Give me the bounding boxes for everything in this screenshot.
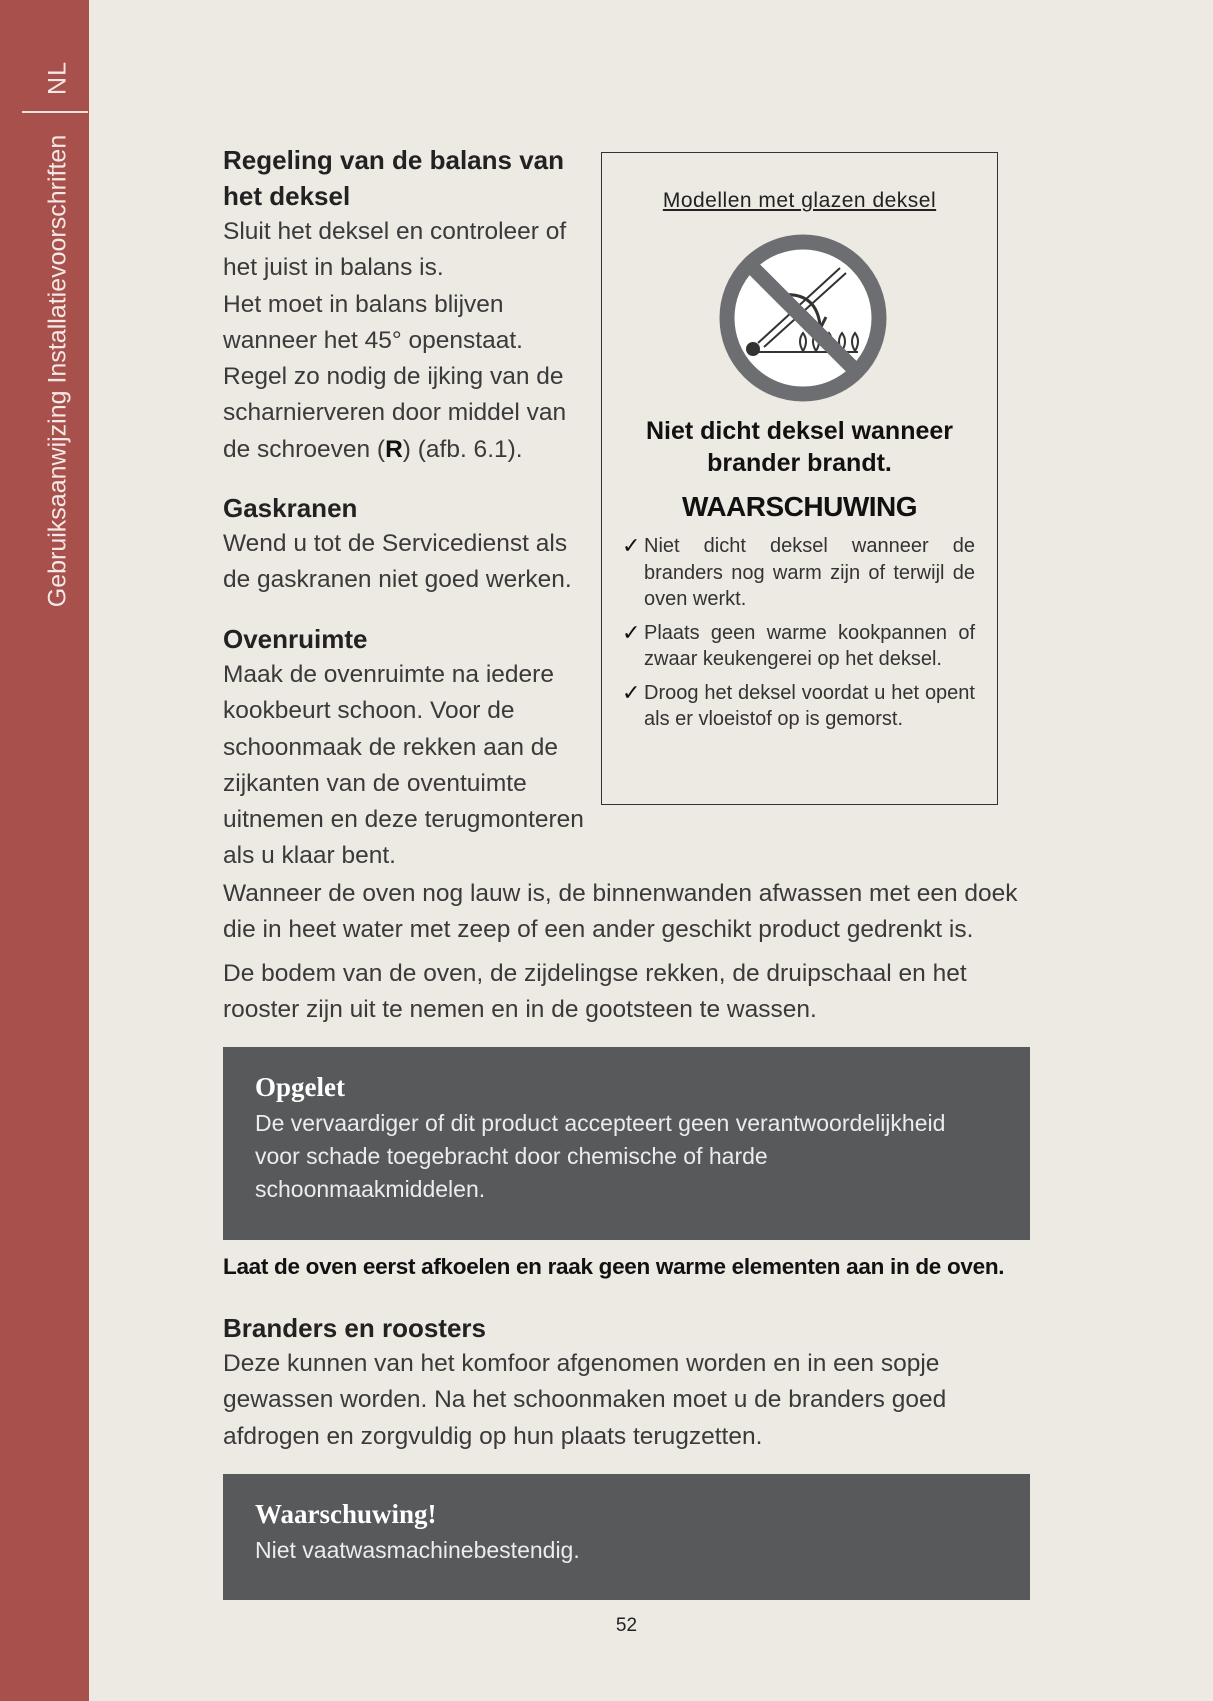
taps-line: Wend u tot de Servicedienst als [223, 530, 568, 557]
taps-section [223, 490, 588, 599]
burners-line: afdrogen en zorgvuldig op hun plaats terugzetten. [223, 1422, 763, 1450]
taps-line: de gaskranen niet goed werken. [223, 566, 572, 594]
cool-notice [223, 1254, 1031, 1280]
balance-screw-letter: R [385, 435, 403, 463]
balance-heading-line1: Regeling van de balans van [223, 145, 564, 175]
oven-paragraph-2 [223, 876, 1031, 949]
burners-section [223, 1310, 1031, 1455]
page-number: 52 [615, 1615, 638, 1636]
lid-warning-label: WAARSCHUWING [681, 491, 918, 522]
checkmark-icon: ✓ [622, 619, 641, 645]
list-item [622, 533, 975, 613]
dishwasher-warning-box [223, 1474, 1030, 1600]
oven-section [223, 621, 623, 875]
oven-line: uitnemen en deze terugmonteren [223, 806, 584, 834]
balance-line: Regel zo nodig de ijking van de [223, 363, 564, 391]
oven-para2-line2: die in heet water met zeep of een ander geschikt product gedrenkt is. [223, 916, 974, 944]
list-item-text: Plaats geen warme kookpannen of zwaar keukengerei op het deksel. [644, 621, 975, 670]
burners-line: gewassen worden. Na het schoonmaken moet u de branders goed [223, 1386, 947, 1414]
no-closing-lid-over-flame-icon [718, 233, 888, 408]
caution-line: schoonmaakmiddelen. [255, 1176, 486, 1202]
sidebar-divider [22, 111, 88, 113]
balance-heading-line2: het deksel [223, 181, 351, 211]
balance-line: Sluit het deksel en controleer of [223, 218, 567, 245]
burners-line: Deze kunnen van het komfoor afgenomen worden en in een sopje [223, 1350, 940, 1377]
oven-para3-line1: De bodem van de oven, de zijdelingse rekken, de druipschaal en het [223, 960, 967, 987]
balance-text-post: ) (afb. 6.1). [402, 435, 523, 463]
lid-warning-box [601, 152, 998, 805]
balance-line-last [223, 432, 588, 468]
lid-warning-headline [612, 415, 987, 479]
list-item [622, 620, 975, 673]
caution-box [223, 1047, 1030, 1240]
caution-line: De vervaardiger of dit product accepteert geen verantwoordelijkheid [255, 1110, 946, 1136]
burners-heading: Branders en roosters [223, 1313, 486, 1343]
sidebar [0, 0, 89, 1701]
lid-warning-list [622, 533, 975, 740]
oven-line: Maak de ovenruimte na iedere [223, 661, 554, 688]
list-item-text: Droog het deksel voordat u het opent als er vloeistof op is gemorst. [644, 681, 975, 730]
oven-heading: Ovenruimte [223, 624, 368, 654]
oven-para3-line2: rooster zijn uit te nemen en in de gootsteen te wassen. [223, 996, 817, 1024]
language-label: NL [43, 61, 72, 95]
dishwasher-warning-title: Waarschuwing! [255, 1499, 437, 1529]
oven-line: zijkanten van de oventuimte [223, 769, 527, 797]
taps-heading: Gaskranen [223, 493, 358, 523]
caution-line: voor schade toegebracht door chemische of harde [255, 1143, 768, 1169]
oven-para2-line1: Wanneer de oven nog lauw is, de binnenwanden afwassen met een doek [223, 880, 1018, 907]
cool-notice-text: Laat de oven eerst afkoelen en raak geen warme elementen aan in de oven. [223, 1254, 1005, 1279]
balance-line: Het moet in balans blijven [223, 290, 504, 318]
balance-section [223, 142, 588, 468]
checkmark-icon: ✓ [622, 679, 641, 705]
dishwasher-warning-text: Niet vaatwasmachinebestendig. [255, 1537, 580, 1563]
balance-line: het juist in balans is. [223, 254, 444, 282]
list-item-text: Niet dicht deksel wanneer de branders nog warm zijn of terwijl de oven werkt. [644, 535, 975, 610]
lid-warning-headline-line1: Niet dicht deksel wanneer [645, 417, 954, 445]
oven-line: kookbeurt schoon. Voor de [223, 697, 515, 725]
balance-text-pre: de schroeven ( [223, 435, 386, 463]
checkmark-icon: ✓ [622, 533, 641, 558]
oven-line: als u klaar bent. [223, 842, 396, 870]
caution-title: Opgelet [255, 1072, 345, 1102]
lid-warning-headline-line2: brander brandt. [707, 449, 892, 477]
oven-line: schoonmaak de rekken aan de [223, 733, 559, 761]
oven-paragraph-3 [223, 956, 1031, 1029]
balance-line: scharnierveren door middel van [223, 399, 567, 427]
list-item [622, 680, 975, 733]
balance-line: wanneer het 45° openstaat. [223, 326, 523, 354]
lid-warning-title: Modellen met glazen deksel [662, 189, 937, 212]
manual-title: Gebruiksaanwijzing Installatievoorschriften [43, 134, 72, 608]
